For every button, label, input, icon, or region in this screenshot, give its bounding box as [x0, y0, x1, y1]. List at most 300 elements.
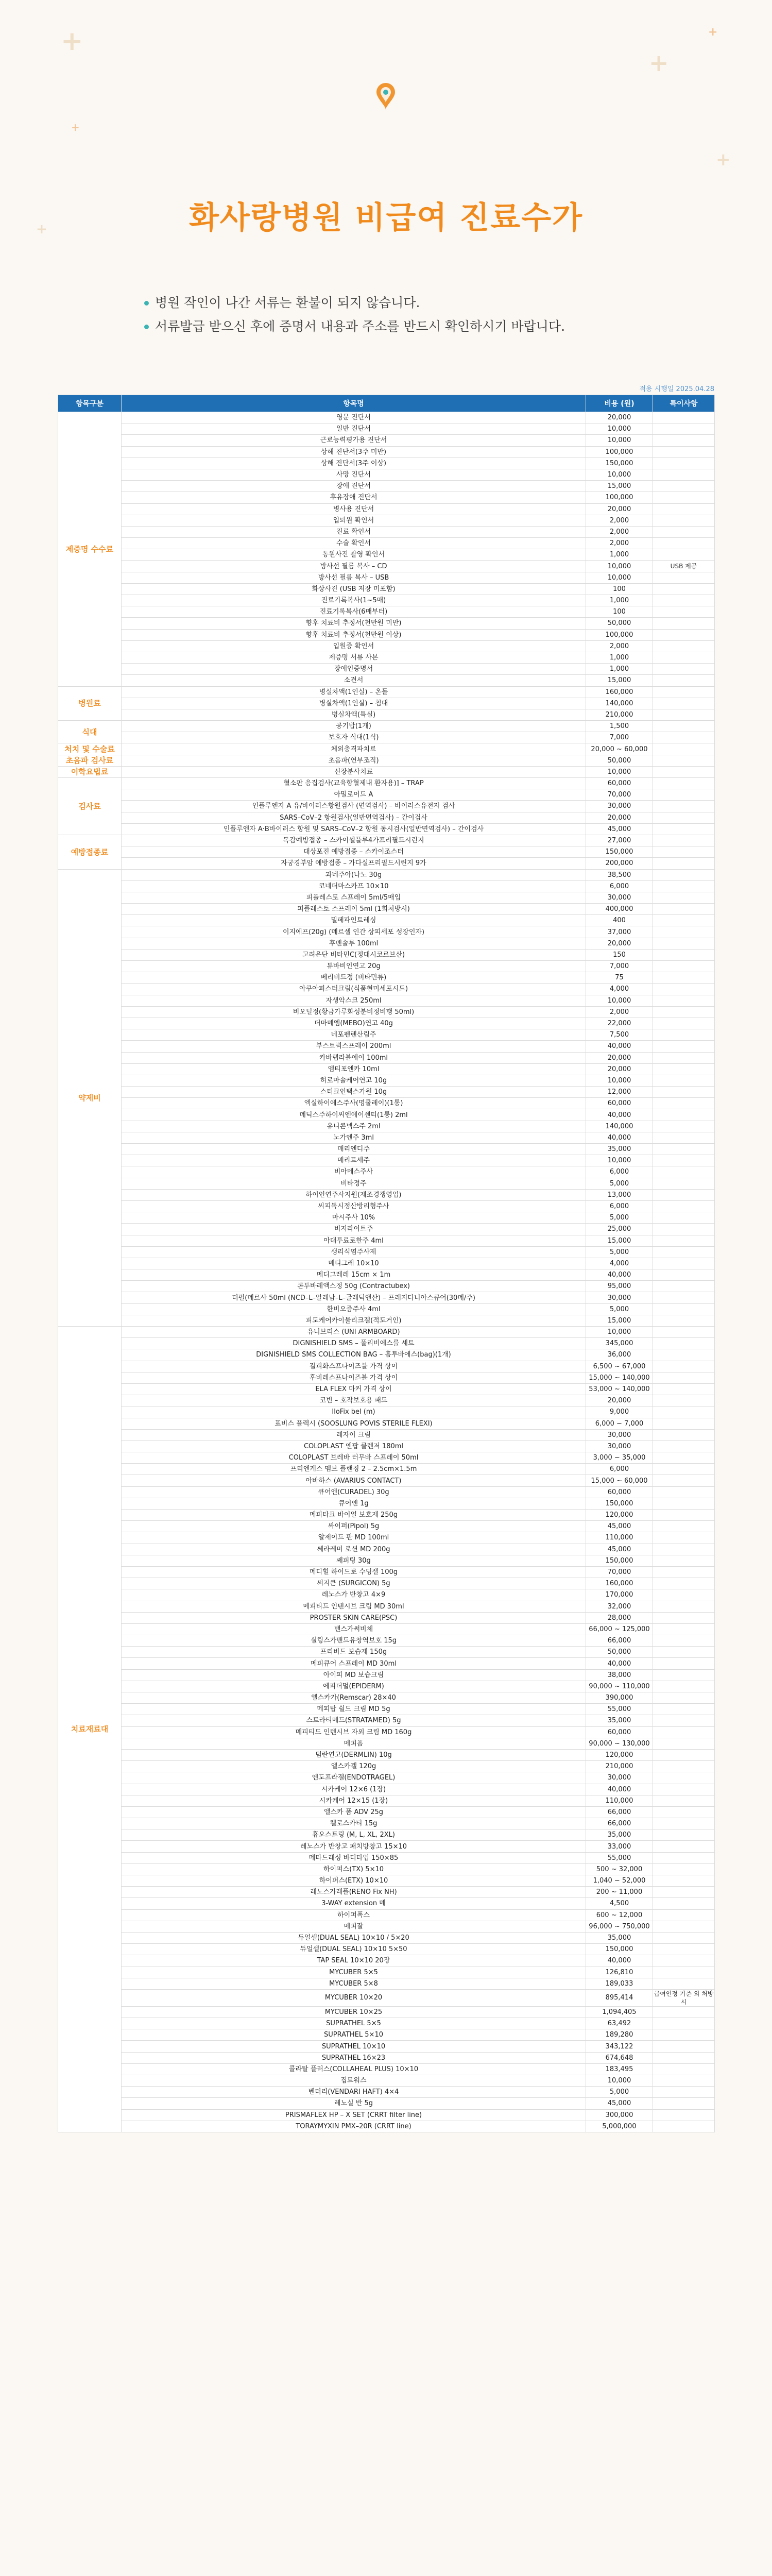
table-row — [58, 1761, 715, 1772]
table-row — [58, 1555, 715, 1566]
note-cell — [653, 1212, 715, 1224]
note-cell: USB 제공 — [653, 561, 715, 572]
note-cell — [653, 1578, 715, 1589]
note-cell — [653, 1235, 715, 1246]
table-row — [58, 618, 715, 629]
note-cell — [653, 915, 715, 926]
item-name-cell: 씨피독시정산방리형주사 — [122, 1200, 586, 1212]
price-cell: 95,000 — [586, 1281, 653, 1292]
price-cell: 75 — [586, 972, 653, 984]
table-row — [58, 1829, 715, 1841]
note-cell — [653, 1715, 715, 1726]
item-name-cell: 벤더리(VENDARI HAFT) 4×4 — [122, 2087, 586, 2098]
item-name-cell: ELA FLEX 마커 가격 상이 — [122, 1383, 586, 1395]
item-name-cell: 초음파(연부조직) — [122, 755, 586, 766]
item-name-cell: 밴스가써비체 — [122, 1623, 586, 1635]
price-cell: 1,000 — [586, 549, 653, 561]
price-cell: 20,000 — [586, 503, 653, 515]
note-cell — [653, 1978, 715, 1989]
price-cell: 15,000 ~ 60,000 — [586, 1475, 653, 1486]
note-cell — [653, 572, 715, 583]
table-row — [58, 1612, 715, 1623]
table-row — [58, 1704, 715, 1715]
table-row — [58, 1589, 715, 1601]
price-cell: 3,000 ~ 35,000 — [586, 1452, 653, 1464]
price-cell: 150,000 — [586, 457, 653, 469]
table-row — [58, 1647, 715, 1658]
note-cell — [653, 2063, 715, 2075]
item-name-cell: 시카케어 12×15 (1장) — [122, 1795, 586, 1806]
note-cell — [653, 1281, 715, 1292]
item-name-cell: 후맨솔루 100ml — [122, 938, 586, 949]
table-row — [58, 972, 715, 984]
item-name-cell: COLOPLAST 엔팝 클렌저 180ml — [122, 1440, 586, 1452]
note-cell — [653, 1784, 715, 1795]
table-row — [58, 1052, 715, 1063]
price-cell: 13,000 — [586, 1189, 653, 1200]
price-cell: 10,000 — [586, 1155, 653, 1166]
table-row — [58, 1623, 715, 1635]
price-cell: 120,000 — [586, 1510, 653, 1521]
price-cell: 10,000 — [586, 469, 653, 480]
item-name-cell: 피플레스토 스프레이 5ml (1회처방시) — [122, 904, 586, 915]
note-cell — [653, 1200, 715, 1212]
price-cell: 63,492 — [586, 2018, 653, 2029]
item-name-cell: 이지에프(20g) (메르셀 인간 상피세포 성장인자) — [122, 926, 586, 938]
price-cell: 30,000 — [586, 1772, 653, 1784]
price-cell: 400,000 — [586, 904, 653, 915]
notice-item — [144, 291, 659, 315]
table-row — [58, 892, 715, 903]
note-cell — [653, 1383, 715, 1395]
note-cell — [653, 995, 715, 1006]
table-row — [58, 801, 715, 812]
item-name-cell: 방사선 필름 복사 – USB — [122, 572, 586, 583]
note-cell — [653, 823, 715, 835]
note-cell — [653, 1669, 715, 1681]
note-cell — [653, 1338, 715, 1349]
table-row — [58, 1292, 715, 1303]
item-name-cell: 쎄라레미 로션 MD 200g — [122, 1544, 586, 1555]
note-cell — [653, 1841, 715, 1852]
table-row — [58, 1818, 715, 1829]
note-cell — [653, 1429, 715, 1440]
table-row — [58, 1692, 715, 1704]
item-name-cell: 휴오스트링 (M, L, XL, 2XL) — [122, 1829, 586, 1841]
note-cell — [653, 846, 715, 858]
price-cell: 10,000 — [586, 2075, 653, 2087]
note-cell — [653, 2041, 715, 2052]
note-cell — [653, 1372, 715, 1383]
item-name-cell: MYCUBER 10×25 — [122, 2006, 586, 2018]
item-name-cell: 유니브리스 (UNI ARMBOARD) — [122, 1327, 586, 1338]
item-name-cell: 한비오즘주사 4ml — [122, 1303, 586, 1315]
note-cell — [653, 1818, 715, 1829]
item-name-cell: 엔도프라겔(ENDOTRAGEL) — [122, 1772, 586, 1784]
price-cell: 1,000 — [586, 652, 653, 663]
note-cell — [653, 1967, 715, 1978]
item-name-cell: 3-WAY extension 메 — [122, 1898, 586, 1909]
item-name-cell: 실링스가밴드유창역보호 15g — [122, 1635, 586, 1647]
note-cell — [653, 858, 715, 869]
table-row — [58, 1738, 715, 1749]
note-cell — [653, 618, 715, 629]
note-cell — [653, 1738, 715, 1749]
note-cell — [653, 1327, 715, 1338]
note-cell — [653, 1658, 715, 1669]
table-row — [58, 583, 715, 595]
table-row — [58, 904, 715, 915]
price-cell: 390,000 — [586, 1692, 653, 1704]
item-name-cell: 독감예방접종 – 스카이셀플루4가프리필드시린지 — [122, 835, 586, 846]
price-cell: 40,000 — [586, 1269, 653, 1281]
price-cell: 60,000 — [586, 1098, 653, 1109]
price-cell: 90,000 ~ 130,000 — [586, 1738, 653, 1749]
item-name-cell: 아바하스 (AVARIUS CONTACT) — [122, 1475, 586, 1486]
note-cell — [653, 972, 715, 984]
category-cell: 검사료 — [58, 778, 122, 835]
item-name-cell: 레노스가 반창고 4×9 — [122, 1589, 586, 1601]
table-row — [58, 412, 715, 423]
table-row — [58, 915, 715, 926]
item-name-cell: 고려은단 비타민C(정대시코르브산) — [122, 949, 586, 960]
table-row — [58, 2029, 715, 2041]
table-row — [58, 664, 715, 675]
price-cell: 2,000 — [586, 538, 653, 549]
price-cell: 40,000 — [586, 1955, 653, 1967]
note-cell — [653, 1349, 715, 1361]
table-row — [58, 1875, 715, 1887]
item-name-cell: 인플루엔자 A 유/바이러스항원검사 (면역검사) – 바이러스유전자 검사 — [122, 801, 586, 812]
item-name-cell: 메딕스주하이씨엔에이센티(1통) 2ml — [122, 1109, 586, 1121]
price-cell: 96,000 ~ 750,000 — [586, 1921, 653, 1932]
price-cell: 30,000 — [586, 801, 653, 812]
price-cell: 55,000 — [586, 1704, 653, 1715]
table-row — [58, 469, 715, 480]
item-name-cell: 메피타크 바이얼 보호제 250g — [122, 1510, 586, 1521]
item-name-cell: 하이퍼스(TX) 5×10 — [122, 1863, 586, 1875]
category-cell: 식대 — [58, 721, 122, 743]
item-name-cell: 엘스카 폼 ADV 25g — [122, 1806, 586, 1818]
note-cell — [653, 1566, 715, 1578]
table-row — [58, 1155, 715, 1166]
table-row — [58, 1338, 715, 1349]
price-cell: 500 ~ 32,000 — [586, 1863, 653, 1875]
item-name-cell: DIGNISHIELD SMS COLLECTION BAG – 흠투바에스(bag)(1개) — [122, 1349, 586, 1361]
table-row — [58, 1909, 715, 1921]
item-name-cell: 큐어엔(CURADEL) 30g — [122, 1486, 586, 1498]
item-name-cell: 자궁경부암 예방접종 – 가다실프리필드시린지 9가 — [122, 858, 586, 869]
item-name-cell: 화상사진 (USB 저장 미포함) — [122, 583, 586, 595]
price-cell: 66,000 — [586, 1806, 653, 1818]
table-row — [58, 686, 715, 698]
price-cell: 7,000 — [586, 732, 653, 743]
note-cell — [653, 457, 715, 469]
item-name-cell: 하이퍼스(ETX) 10×10 — [122, 1875, 586, 1887]
table-row — [58, 1967, 715, 1978]
table-row — [58, 1372, 715, 1383]
item-name-cell: 레노스가 반창고 패치방창고 15×10 — [122, 1841, 586, 1852]
item-name-cell: 피플레스토 스프레이 5ml/5매입 — [122, 892, 586, 903]
plus-decoration-icon: + — [61, 26, 83, 57]
price-cell: 6,000 — [586, 1166, 653, 1178]
item-name-cell: 공기밥(1개) — [122, 721, 586, 732]
column-header: 특이사항 — [653, 395, 715, 412]
hospital-logo-icon — [369, 80, 402, 113]
price-cell: 2,000 — [586, 640, 653, 652]
table-row — [58, 698, 715, 709]
item-name-cell: 켈로스카티 15g — [122, 1818, 586, 1829]
price-cell: 4,000 — [586, 1258, 653, 1269]
price-cell: 1,094,405 — [586, 2006, 653, 2018]
table-row — [58, 949, 715, 960]
item-name-cell: 혈소판 응집검사(교육항혈제내 환자용)] – TRAP — [122, 778, 586, 789]
price-cell: 66,000 ~ 125,000 — [586, 1623, 653, 1635]
column-header: 항목구분 — [58, 395, 122, 412]
note-cell — [653, 1006, 715, 1018]
item-name-cell: PROSTER SKIN CARE(PSC) — [122, 1612, 586, 1623]
price-cell: 40,000 — [586, 1041, 653, 1052]
table-row — [58, 1806, 715, 1818]
item-name-cell: 비오틸정(황금가루화성분비정비행 50ml) — [122, 1006, 586, 1018]
note-cell — [653, 1258, 715, 1269]
price-cell: 2,000 — [586, 1006, 653, 1018]
table-row — [58, 1475, 715, 1486]
price-cell: 10,000 — [586, 995, 653, 1006]
item-name-cell: 매리엔디주 — [122, 1144, 586, 1155]
item-name-cell: 카바랩라블에이 100ml — [122, 1052, 586, 1063]
fee-table-body — [58, 412, 715, 2132]
price-cell: 6,000 — [586, 1200, 653, 1212]
price-cell: 100,000 — [586, 446, 653, 457]
item-name-cell: 표비스 플렉시 (SOOSLUNG POVIS STERILE FLEXI) — [122, 1418, 586, 1429]
note-cell — [653, 2121, 715, 2132]
item-name-cell: 메디힐 하이드로 수딩젤 100g — [122, 1566, 586, 1578]
item-name-cell: 메디그레 10×10 — [122, 1258, 586, 1269]
note-cell — [653, 1829, 715, 1841]
note-cell — [653, 1726, 715, 1738]
price-cell: 66,000 — [586, 1635, 653, 1647]
note-cell — [653, 1052, 715, 1063]
table-row — [58, 2018, 715, 2029]
item-name-cell: 피도케어카이물리크겔(적도거인) — [122, 1315, 586, 1326]
note-cell — [653, 595, 715, 606]
note-cell — [653, 1269, 715, 1281]
table-row — [58, 1166, 715, 1178]
item-name-cell: TORAYMYXIN PMX–20R (CRRT line) — [122, 2121, 586, 2132]
price-cell: 38,000 — [586, 1669, 653, 1681]
note-cell — [653, 1109, 715, 1121]
note-cell — [653, 961, 715, 972]
price-cell: 343,122 — [586, 2041, 653, 2052]
table-row — [58, 1852, 715, 1863]
price-cell: 15,000 — [586, 675, 653, 686]
note-cell — [653, 583, 715, 595]
table-row — [58, 1315, 715, 1326]
item-name-cell: 자생악스크 250ml — [122, 995, 586, 1006]
note-cell — [653, 1087, 715, 1098]
note-cell — [653, 1692, 715, 1704]
note-cell — [653, 1806, 715, 1818]
item-name-cell: 프리비드 보습제 150g — [122, 1647, 586, 1658]
price-cell: 70,000 — [586, 1566, 653, 1578]
price-cell: 20,000 — [586, 1395, 653, 1406]
price-cell: 9,000 — [586, 1406, 653, 1418]
note-cell — [653, 1440, 715, 1452]
table-row — [58, 732, 715, 743]
item-name-cell: 메타드래싱 바디타입 150×85 — [122, 1852, 586, 1863]
price-cell: 70,000 — [586, 789, 653, 801]
plus-decoration-icon: + — [716, 149, 731, 170]
price-cell: 30,000 — [586, 892, 653, 903]
table-row — [58, 1281, 715, 1292]
price-cell: 150,000 — [586, 1498, 653, 1509]
item-name-cell: 베리비드정 (비타민류) — [122, 972, 586, 984]
table-row — [58, 1132, 715, 1143]
table-row — [58, 1944, 715, 1955]
note-cell — [653, 675, 715, 686]
price-cell: 33,000 — [586, 1841, 653, 1852]
table-row — [58, 572, 715, 583]
item-name-cell: 노가엔주 3ml — [122, 1132, 586, 1143]
item-name-cell: 엘스카가(Remscar) 28×40 — [122, 1692, 586, 1704]
note-cell — [653, 2087, 715, 2098]
table-row — [58, 721, 715, 732]
table-row — [58, 1464, 715, 1475]
price-cell: 150,000 — [586, 1944, 653, 1955]
price-cell: 140,000 — [586, 1121, 653, 1132]
item-name-cell: 영문 진단서 — [122, 412, 586, 423]
price-cell: 32,000 — [586, 1601, 653, 1612]
fee-table — [58, 395, 715, 2132]
price-cell: 6,000 — [586, 880, 653, 892]
item-name-cell: 레노실 반 5g — [122, 2098, 586, 2109]
price-cell: 20,000 — [586, 812, 653, 823]
table-row — [58, 2098, 715, 2109]
price-cell: 45,000 — [586, 2098, 653, 2109]
item-name-cell: 일반 진단서 — [122, 423, 586, 435]
price-cell: 7,500 — [586, 1029, 653, 1041]
item-name-cell: 엑실하이에스주사(명쿨레이)(1통) — [122, 1098, 586, 1109]
note-cell — [653, 732, 715, 743]
price-cell: 20,000 — [586, 1063, 653, 1075]
note-cell — [653, 1029, 715, 1041]
table-row — [58, 457, 715, 469]
price-cell: 15,000 ~ 140,000 — [586, 1372, 653, 1383]
table-row — [58, 1486, 715, 1498]
note-cell — [653, 1292, 715, 1303]
note-cell — [653, 755, 715, 766]
price-cell: 6,500 ~ 67,000 — [586, 1361, 653, 1372]
note-cell — [653, 1303, 715, 1315]
note-cell — [653, 1944, 715, 1955]
table-row — [58, 835, 715, 846]
note-cell — [653, 1875, 715, 1887]
item-name-cell: 대상포진 예방접종 – 스카이조스터 — [122, 846, 586, 858]
table-row — [58, 1006, 715, 1018]
note-cell — [653, 926, 715, 938]
item-name-cell: 진료 확인서 — [122, 526, 586, 537]
table-row — [58, 561, 715, 572]
item-name-cell: 체외충격파치료 — [122, 743, 586, 755]
note-cell — [653, 984, 715, 995]
item-name-cell: 튜바비인연고 20g — [122, 961, 586, 972]
item-name-cell: 부스트퀵스프레이 200ml — [122, 1041, 586, 1052]
table-row — [58, 515, 715, 526]
item-name-cell: MYCUBER 10×20 — [122, 1989, 586, 2006]
price-cell: 5,000 — [586, 1246, 653, 1258]
price-cell: 10,000 — [586, 766, 653, 777]
table-row — [58, 549, 715, 561]
item-name-cell: 밀페파인트레싱 — [122, 915, 586, 926]
price-cell: 895,414 — [586, 1989, 653, 2006]
item-name-cell: 더펄(메르사 50ml (NCD–L–알레남–L–글레딕앤산) – 프레지다니아스큐어(30메/주) — [122, 1292, 586, 1303]
note-cell — [653, 1955, 715, 1967]
category-cell: 이학요법료 — [58, 766, 122, 777]
note-cell — [653, 1121, 715, 1132]
item-name-cell: 듀얼셀(DUAL SEAL) 10×10 / 5×20 — [122, 1932, 586, 1943]
price-cell: 345,000 — [586, 1338, 653, 1349]
table-row — [58, 823, 715, 835]
table-row — [58, 778, 715, 789]
item-name-cell: 콘투바레액스정 50g (Contractubex) — [122, 1281, 586, 1292]
table-row — [58, 1406, 715, 1418]
price-cell: 36,000 — [586, 1349, 653, 1361]
item-name-cell: 입원증 확인서 — [122, 640, 586, 652]
note-cell — [653, 1166, 715, 1178]
note-cell — [653, 1532, 715, 1544]
note-cell — [653, 492, 715, 503]
table-row — [58, 709, 715, 720]
price-cell: 28,000 — [586, 1612, 653, 1623]
table-row — [58, 1224, 715, 1235]
note-cell — [653, 1647, 715, 1658]
price-cell: 5,000 — [586, 2087, 653, 2098]
table-row — [58, 1887, 715, 1898]
item-name-cell: 메피티드 인텐시브 자외 크림 MD 160g — [122, 1726, 586, 1738]
note-cell — [653, 766, 715, 777]
price-cell: 110,000 — [586, 1795, 653, 1806]
item-name-cell: IloFix bel (m) — [122, 1406, 586, 1418]
note-cell — [653, 1075, 715, 1086]
table-row — [58, 961, 715, 972]
bullet-icon — [144, 325, 149, 329]
table-row — [58, 846, 715, 858]
price-cell: 1,040 ~ 52,000 — [586, 1875, 653, 1887]
item-name-cell: 방사선 필름 복사 – CD — [122, 561, 586, 572]
price-cell: 200 ~ 11,000 — [586, 1887, 653, 1898]
price-cell: 150,000 — [586, 846, 653, 858]
note-cell — [653, 709, 715, 720]
table-row — [58, 743, 715, 755]
note-cell — [653, 1921, 715, 1932]
price-cell: 10,000 — [586, 435, 653, 446]
item-name-cell: 덤란연고(DERMLIN) 10g — [122, 1749, 586, 1760]
note-cell — [653, 778, 715, 789]
table-row — [58, 1200, 715, 1212]
note-cell — [653, 789, 715, 801]
item-name-cell: 더마메엠(MEBO)연고 40g — [122, 1018, 586, 1029]
item-name-cell: 알제이드 판 MD 100ml — [122, 1532, 586, 1544]
note-cell — [653, 1063, 715, 1075]
item-name-cell: 스티크인택스가원 10g — [122, 1087, 586, 1098]
table-row — [58, 2087, 715, 2098]
table-row — [58, 1532, 715, 1544]
item-name-cell: 하이퍼폭스 — [122, 1909, 586, 1921]
table-row — [58, 1269, 715, 1281]
price-cell: 66,000 — [586, 1818, 653, 1829]
table-row — [58, 675, 715, 686]
